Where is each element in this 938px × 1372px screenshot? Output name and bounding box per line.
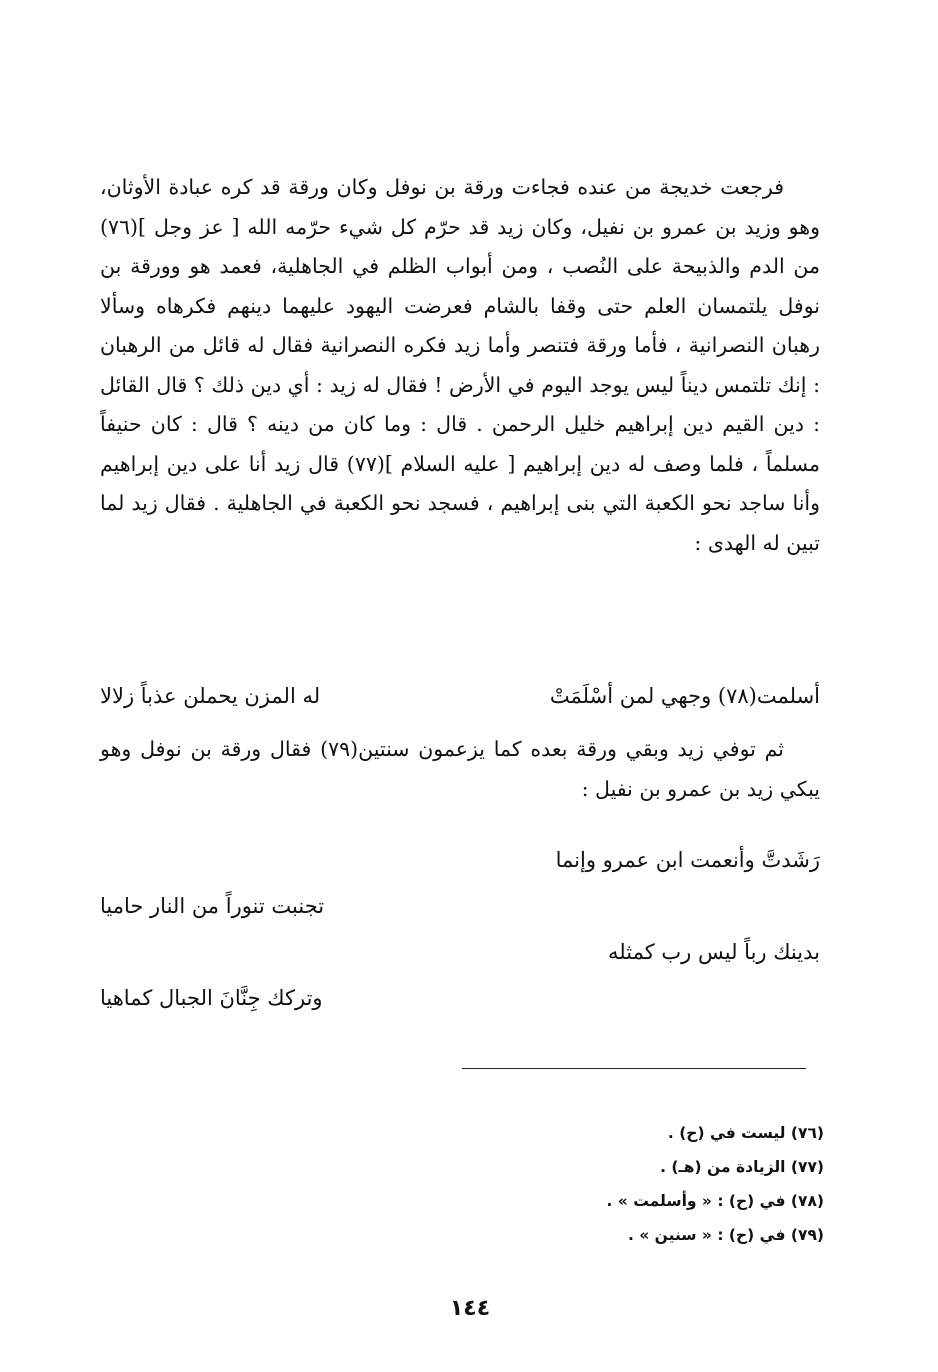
verse-hemistich-right: بدينك رباً ليس رب كمثله — [608, 940, 820, 964]
paragraph-text: فرجعت خديجة من عنده فجاءت ورقة بن نوفل وكان ورقة قد كره عبادة الأوثان، وهو وزيد بن عمرو بن نفيل، وكان زيد قد حرّم كل شيء حرّمه الله [ عز وجل ](٧٦) من الدم والذبيحة على النُصب ، ومن أبواب الظلم في الجاهلية، فعمد هو وورقة بن نوفل يلتمسان العلم حتى وقفا بالشام فعرضت اليهود عليهما دينهم فكرهاه وسألا رهبان النصرانية ، فأما ورقة فتنصر وأما زيد فكره النصرانية فقال له قائل من الرهبان : إنك تلتمس ديناً ليس يوجد اليوم في الأرض ! فقال له زيد : أي دين ذلك ؟ قال القائل : دين القيم دين إبراهيم خليل الرحمن . قال : وما كان من دينه ؟ قال : كان حنيفاً مسلماً ، فلما وصف له دين إبراهيم [ عليه السلام ](٧٧) قال زيد أنا على دين إبراهيم وأنا ساجد نحو الكعبة التي بنى إبراهيم ، فسجد نحو الكعبة في الجاهلية . فقال زيد لما تبين له الهدى : — [100, 175, 820, 555]
page-number: ١٤٤ — [449, 1296, 491, 1321]
paragraph-text: ثم توفي زيد وبقي ورقة بعده كما يزعمون سنتين(٧٩) فقال ورقة بن نوفل وهو يبكي زيد بن عمرو بن نفيل : — [100, 737, 820, 801]
verse-hemistich-right: أسلمت(٧٨) وجهي لمن أسْلَمَتْ — [549, 684, 820, 708]
verse-line — [100, 848, 820, 894]
footnotes-list — [324, 1116, 824, 1252]
footnote-item: (٧٧) الزيادة من (هـ) . — [660, 1158, 824, 1176]
verse-hemistich-left: وتركك جِنَّانَ الجبال كماهيا — [100, 986, 323, 1010]
footnote-item: (٧٦) ليست في (ح) . — [667, 1124, 824, 1142]
verse-line — [100, 894, 820, 940]
footnote-separator — [462, 1068, 806, 1069]
body-paragraph-2 — [100, 730, 820, 809]
verse-hemistich-right: رَشَدتَّ وأنعمت ابن عمرو وإنما — [555, 848, 820, 872]
verse-hemistich-left: له المزن يحملن عذباً زلالا — [100, 684, 321, 708]
verse-hemistich-left: تجنبت تنوراً من النار حاميا — [100, 894, 325, 918]
body-paragraph-1 — [100, 168, 820, 563]
verse-poem-2 — [100, 848, 820, 1032]
verse-line — [100, 986, 820, 1032]
verse-line — [100, 940, 820, 986]
footnote-item: (٧٩) في (ح) : « سنين » . — [627, 1226, 824, 1244]
verse-couplet-1 — [100, 684, 820, 724]
footnote-item: (٧٨) في (ح) : « وأسلمت » . — [606, 1192, 824, 1210]
